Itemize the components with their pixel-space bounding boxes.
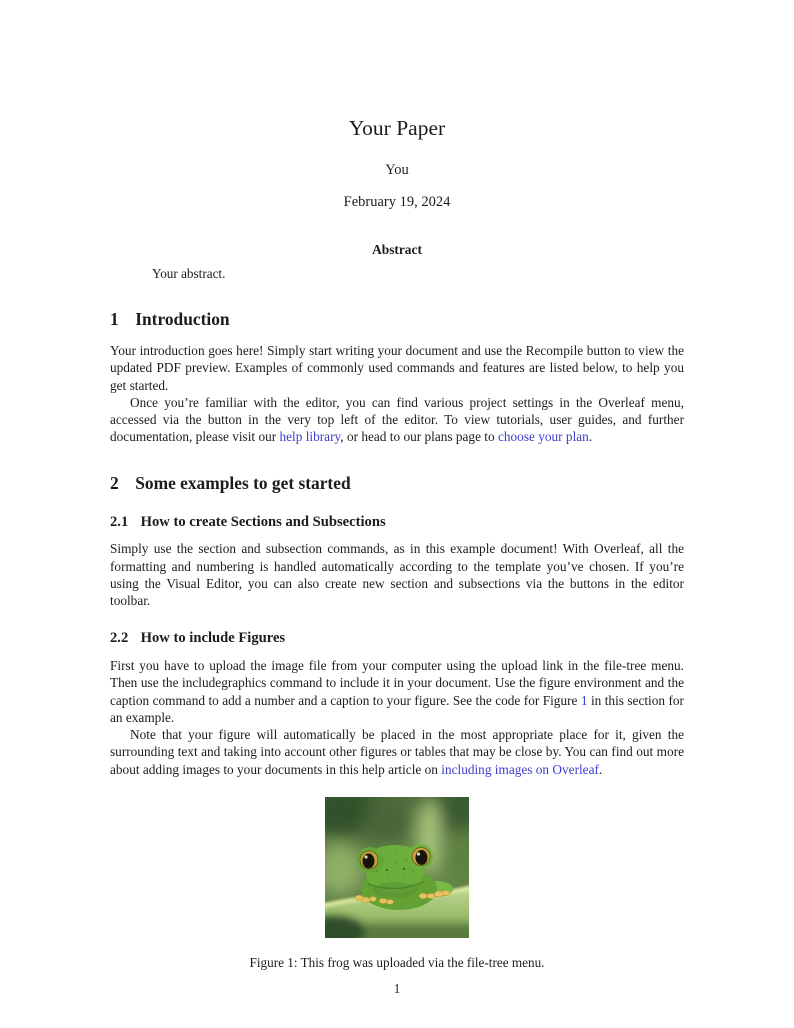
page-number: 1 [393, 981, 401, 996]
paragraph [110, 726, 684, 778]
subsection-title: How to include Figures [140, 630, 286, 647]
paragraph [110, 342, 684, 394]
title-block [110, 116, 684, 211]
section-heading-introduction [110, 309, 684, 329]
figure-caption: Figure 1: This frog was uploaded via the file-tree menu. [249, 954, 545, 970]
subsection-heading-sections [110, 514, 684, 531]
inline-link[interactable]: 1 [580, 692, 588, 708]
paper-date: February 19, 2024 [343, 193, 451, 210]
paragraph [110, 540, 684, 609]
text-run: First you have to upload the image file from your computer using the upload link in the file-tree menu. Then use the includegraphics command to include it in your document. Use the figure environment and the caption command to add a number and a caption to your figure. See the code for Figure [110, 658, 684, 708]
section-heading-examples [110, 473, 684, 493]
paragraph [110, 394, 684, 446]
text-run: , or head to our plans page to [340, 429, 498, 445]
subsection-number: 2.1 [110, 513, 129, 530]
paragraph [110, 657, 684, 726]
section-title: Some examples to get started [135, 472, 351, 493]
text-run: Note that your figure will automatically be placed in the most appropriate place for it, given the surrounding text and taking into account other figures or tables that may be close by. You can find out more about adding images to your documents in this help article on [110, 727, 684, 777]
inline-link[interactable]: choose your plan [497, 429, 589, 445]
subsection-title: How to create Sections and Subsections [140, 513, 386, 530]
text-run: Simply use the section and subsection commands, as in this example document! With Overleaf, all the formatting and numbering is handled automatically according to the template you’ve chosen. If you’re using the Visual Editor, you can also create new section and subsections via the buttons in the editor toolbar. [110, 541, 684, 609]
paper-author: You [385, 161, 409, 178]
paper-title: Your Paper [348, 116, 446, 140]
page-content [0, 116, 794, 971]
abstract-section [110, 242, 684, 282]
subsection-number: 2.2 [110, 630, 129, 647]
abstract-heading: Abstract [372, 241, 422, 257]
inline-link[interactable]: including images on Overleaf [441, 761, 599, 777]
abstract-text: Your abstract. [152, 265, 226, 281]
text-run: Once you’re familiar with the editor, you can find various project settings in the Overleaf menu, accessed via the button in the very top left of the editor. To view tutorials, user guides, and further documentation, please visit our [110, 394, 684, 445]
text-run: Your introduction goes here! Simply start writing your document and use the Recompile button to view the updated PDF preview. Examples of commonly used commands and features are listed below, to help you get started. [110, 343, 684, 393]
subsection-heading-figures [110, 630, 684, 647]
figure-1 [110, 797, 684, 971]
section-number: 2 [110, 472, 119, 493]
text-run: . [588, 429, 593, 445]
text-run: in this section for an example. [110, 692, 684, 725]
section-number: 1 [110, 309, 119, 329]
text-run: . [598, 761, 603, 777]
inline-link[interactable]: help library [279, 429, 341, 445]
figure-image-frog [325, 797, 469, 938]
section-title: Introduction [135, 309, 230, 329]
